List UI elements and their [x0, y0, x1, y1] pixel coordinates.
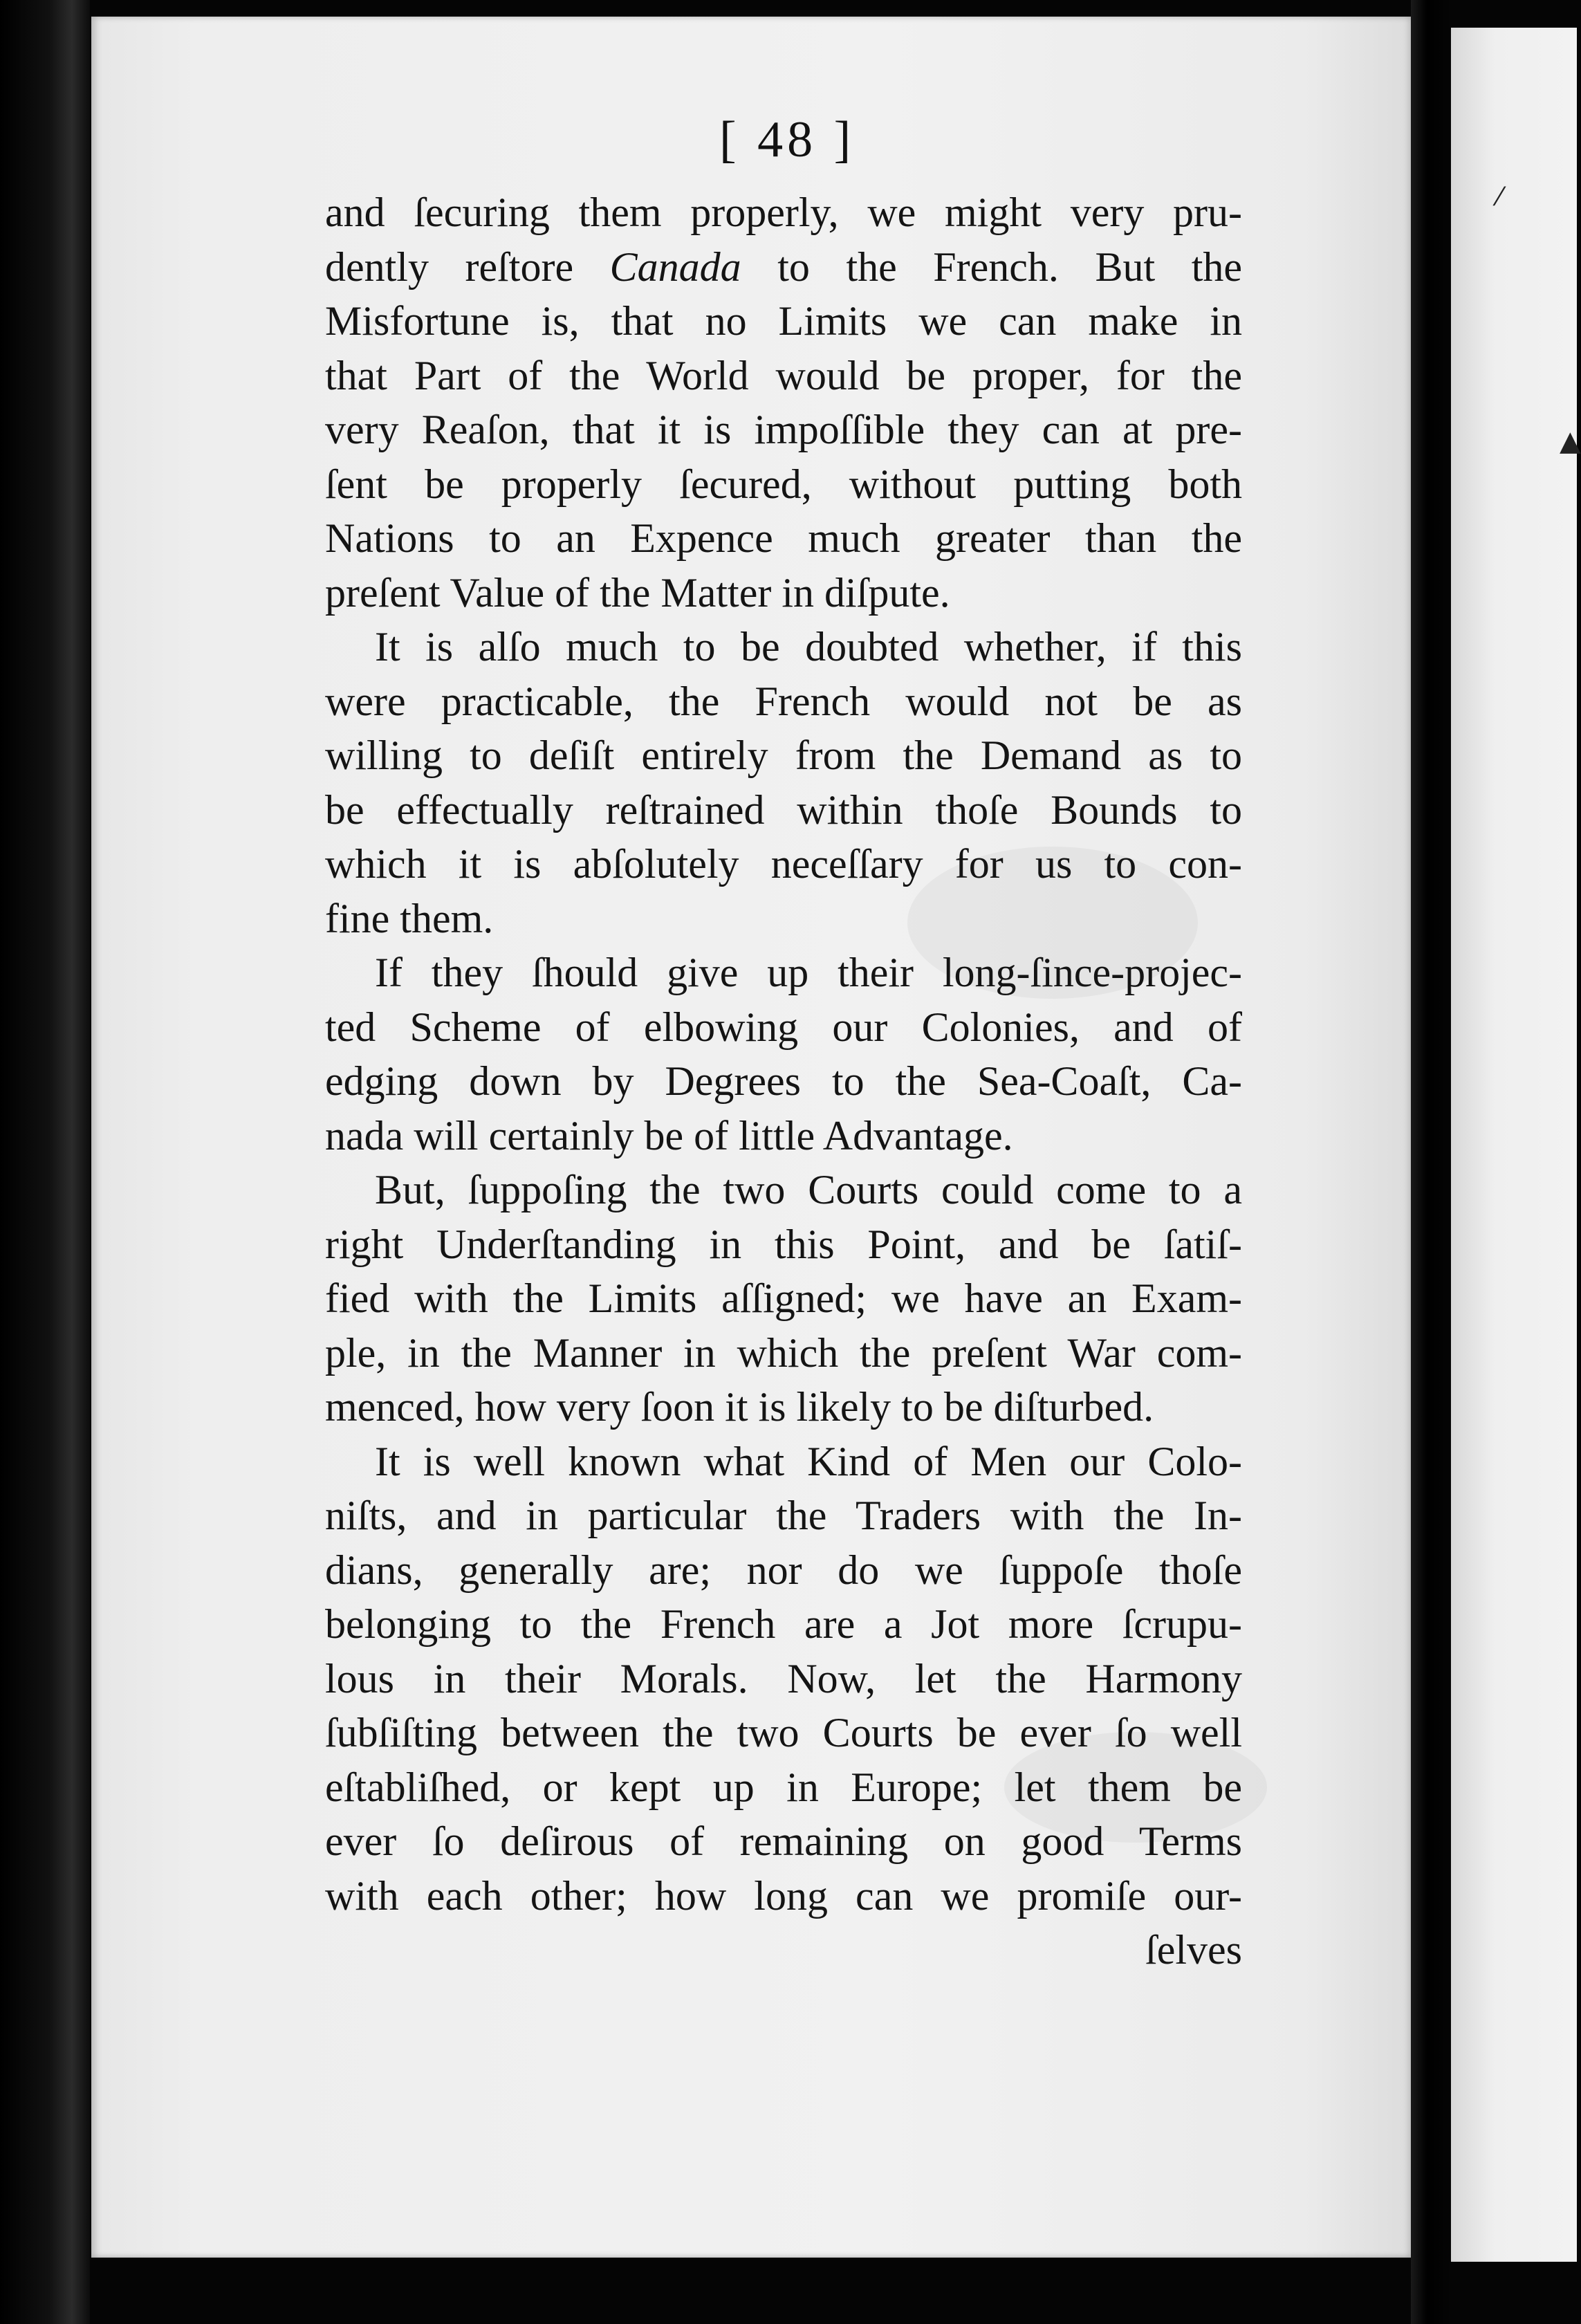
text-line: edging down by Degrees to the Sea-Coaſt, Ca- [325, 1058, 1242, 1104]
text-line: ever ſo deſirous of remaining on good Terms [325, 1818, 1242, 1864]
text-line: be effectually reſtrained within thoſe Bounds to [325, 786, 1242, 833]
paragraph [325, 1163, 1242, 1435]
text-line: very Reaſon, that it is impoſſible they can at pre- [325, 407, 1242, 452]
text-line: menced, how very ſoon it is likely to be diſturbed. [325, 1384, 1154, 1430]
text-line: and ſecuring them properly, we might very pru- [325, 190, 1242, 235]
text-line: Nations to an Expence much greater than the [325, 515, 1242, 561]
scan-border-left [0, 0, 90, 2324]
text-line: nada will certainly be of little Advantage. [325, 1112, 1013, 1159]
paragraph [325, 620, 1242, 946]
paragraph [325, 185, 1242, 620]
text-line: that Part of the World would be proper, for the [325, 352, 1242, 398]
body-text [325, 185, 1242, 1977]
ink-mark: ⁄ [1497, 183, 1502, 212]
text-line: ple, in the Manner in which the preſent War com- [325, 1329, 1242, 1376]
text-line: dently reſtore Canada to the French. But the [325, 243, 1242, 290]
book-gutter [1411, 0, 1451, 2324]
text-line: ted Scheme of elbowing our Colonies, and of [325, 1004, 1242, 1050]
text-line: But, ſuppoſing the two Courts could come to a [375, 1167, 1242, 1212]
text-line: lous in their Morals. Now, let the Harmony [325, 1655, 1242, 1702]
text-line: fied with the Limits aſſigned; we have an Exam- [325, 1275, 1242, 1321]
text-line: with each other; how long can we promiſe our- [325, 1872, 1242, 1919]
text-line: eſtabliſhed, or kept up in Europe; let them be [325, 1764, 1242, 1810]
text-line: If they ſhould give up their long-ſince-projec- [375, 950, 1242, 995]
page-number-header: [ 48 ] [719, 111, 856, 168]
text-line: willing to deſiſt entirely from the Demand as to [325, 732, 1242, 778]
text-line: were practicable, the French would not be as [325, 678, 1242, 724]
text-line: fine them. [325, 895, 494, 941]
text-line: dians, generally are; nor do we ſuppoſe thoſe [325, 1547, 1242, 1593]
text-line: It is alſo much to be doubted whether, if this [375, 624, 1242, 670]
text-line: niſts, and in particular the Traders with the In- [325, 1493, 1242, 1538]
italic-word: Canada [609, 243, 741, 290]
text-line: Misfortune is, that no Limits we can make in [325, 298, 1242, 344]
facing-page-edge [1451, 28, 1577, 2262]
ink-mark: ▲ [1560, 425, 1581, 457]
paragraph [325, 1435, 1242, 1924]
catchword: ſelves [1145, 1927, 1242, 1973]
text-line: which it is abſolutely neceſſary for us to con- [325, 841, 1242, 887]
paragraph [325, 946, 1242, 1163]
text-line: ſubſiſting between the two Courts be ever ſo well [325, 1710, 1242, 1755]
text-line: right Underſtanding in this Point, and be ſatiſ- [325, 1221, 1242, 1267]
text-line: It is well known what Kind of Men our Colo- [375, 1438, 1242, 1484]
text-line: belonging to the French are a Jot more ſcrupu- [325, 1601, 1242, 1647]
text-line: preſent Value of the Matter in diſpute. [325, 569, 950, 616]
text-line: ſent be properly ſecured, without putting both [325, 461, 1242, 507]
